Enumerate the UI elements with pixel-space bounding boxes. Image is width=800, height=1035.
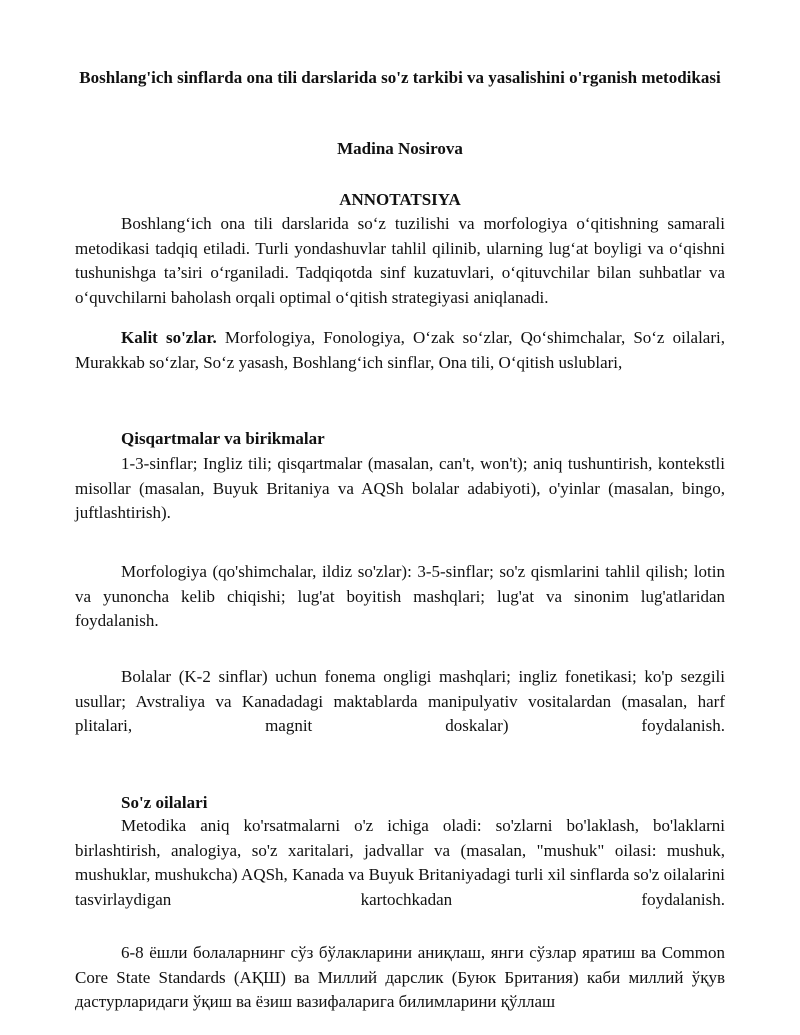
annotation-heading: ANNOTATSIYA <box>339 190 461 209</box>
section-heading-word-families: So'z oilalari <box>121 793 208 812</box>
section-heading-abbreviations: Qisqartmalar va birikmalar <box>121 429 325 448</box>
document-title: Boshlang'ich sinflarda ona tili darslarida so'z tarkibi va yasalishini o'rganish metodikasi <box>79 68 721 87</box>
word-families-paragraph-1: Metodika aniq ko'rsatmalarni o'z ichiga oladi: so'zlarni bo'laklash, bo'laklarni birlashtirish, analogiya, so'z xaritalari, jadvallar va (masalan, "mushuk" oilasi: mushuk, mushuklar, mushukcha) AQSh, Kanada va Buyuk Britaniyadagi turli xil sinflarda so'z oilalarini tasvirlaydigan kartochkadan foydalanish. <box>75 816 725 909</box>
abbreviations-paragraph-3: Bolalar (K-2 sinflar) uchun fonema ongligi mashqlari; ingliz fonetikasi; ko'p sezgili usullar; Avstraliya va Kanadadagi maktablarda manipulyativ vositalardan (masalan, harf plitalari, magnit doskalar) foydalanish. <box>75 667 725 735</box>
keywords-label: Kalit so'zlar. <box>121 328 217 347</box>
word-families-paragraph-2: 6-8 ёшли болаларнинг сўз бўлакларини аниқлаш, янги сўзлар яратиш ва Common Core State Standards (АҚШ) ва Миллий дарслик (Буюк Британия) каби миллий ўқув дастурларидаги ўқиш ва ёзиш вазифаларига билимларини қўллаш <box>75 943 725 1011</box>
annotation-paragraph: Boshlang‘ich ona tili darslarida so‘z tuzilishi va morfologiya o‘qitishning samarali metodikasi tadqiq etiladi. Turli yondashuvlar tahlil qilinib, ularning lug‘at boyligi va o‘qishni tushunishga ta’siri o‘rganiladi. Tadqiqotda sinf kuzatuvlari, o‘qituvchilar bilan suhbatlar va o‘quvchilarni baholash orqali optimal o‘qitish strategiyasi aniqlanadi. <box>75 214 725 307</box>
author-name: Madina Nosirova <box>337 139 463 158</box>
keywords-paragraph <box>75 326 725 375</box>
abbreviations-paragraph-1: 1-3-sinflar; Ingliz tili; qisqartmalar (masalan, can't, won't); aniq tushuntirish, kontekstli misollar (masalan, Buyuk Britaniya va AQSh bolalar adabiyoti), o'yinlar (masalan, bingo, juftlashtirish). <box>75 454 725 522</box>
abbreviations-paragraph-2: Morfologiya (qo'shimchalar, ildiz so'zlar): 3-5-sinflar; so'z qismlarini tahlil qilish; lotin va yunoncha kelib chiqishi; lug'at boyitish mashqlari; lug'at va sinonim lug'atlaridan foydalanish. <box>75 562 725 630</box>
keywords-list: Morfologiya, Fonologiya, O‘zak so‘zlar, Qo‘shimchalar, So‘z oilalari, Murakkab so‘zlar, So‘z yasash, Boshlang‘ich sinflar, Ona tili, O‘qitish uslublari, <box>75 328 725 372</box>
